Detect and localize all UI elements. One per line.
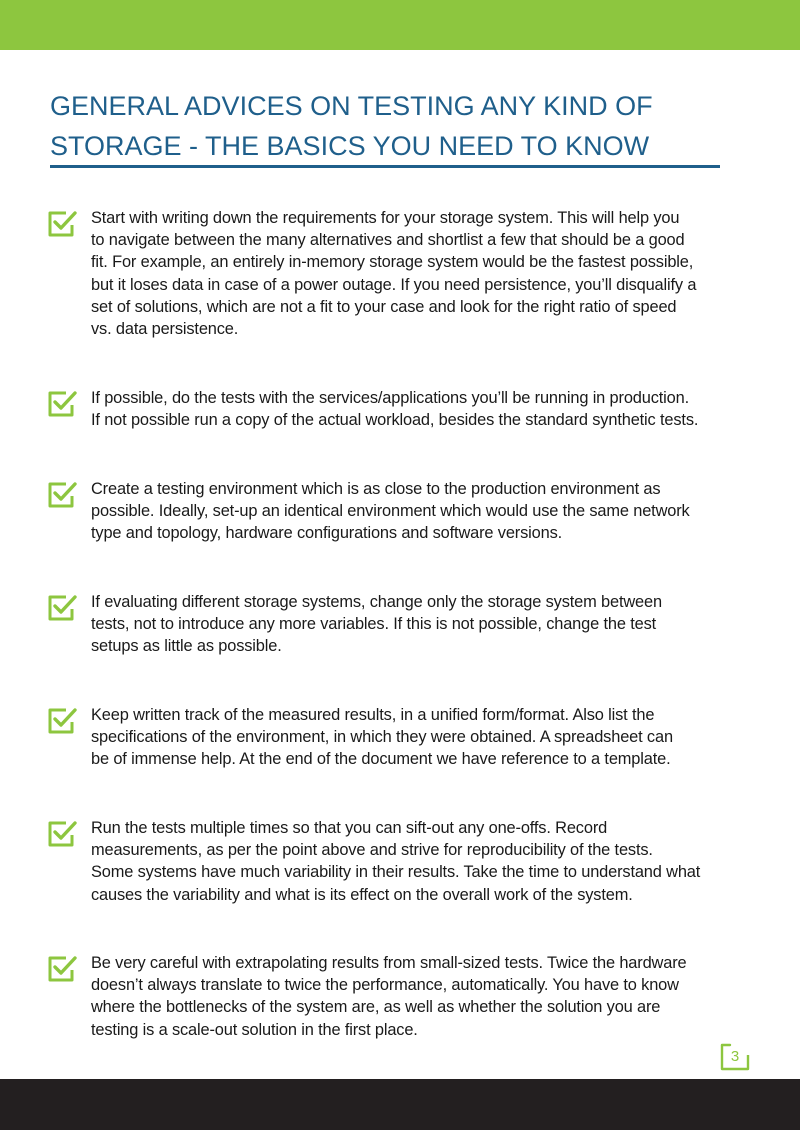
checkbox-checked-icon xyxy=(46,209,78,239)
text-line: tests, not to introduce any more variables. If this is not possible, change the test xyxy=(91,615,657,634)
text-line: testing is a scale-out solution in the first place. xyxy=(91,1020,418,1039)
text-line: Start with writing down the requirements for your storage system. This will help you xyxy=(91,209,680,227)
page-number: 3 xyxy=(730,1048,740,1065)
page-title-line: GENERAL ADVICES ON TESTING ANY KIND OF xyxy=(50,91,653,121)
text-line: measurements, as per the point above and strive for reproducibility of the tests. xyxy=(91,841,653,860)
text-line: If evaluating different storage systems, change only the storage system between xyxy=(91,593,662,611)
advice-text xyxy=(91,478,761,545)
text-line: but it loses data in case of a power outage. If you need persistence, you’ll disqualify a xyxy=(91,275,697,294)
advice-text xyxy=(91,207,761,340)
page-title-line: STORAGE - THE BASICS YOU NEED TO KNOW xyxy=(50,131,650,161)
text-line: specifications of the environment, in which they were obtained. A spreadsheet can xyxy=(91,728,673,747)
footer-band xyxy=(0,1079,800,1130)
text-line: to navigate between the many alternatives and shortlist a few that should be a good xyxy=(91,231,685,250)
text-line: set of solutions, which are not a fit to your case and look for the right ratio of speed xyxy=(91,297,677,316)
text-line: be of immense help. At the end of the document we have reference to a template. xyxy=(91,750,671,769)
text-line: type and topology, hardware configurations and software versions. xyxy=(91,524,563,543)
text-line: Some systems have much variability in their results. Take the time to understand what xyxy=(91,863,701,882)
text-line: If possible, do the tests with the services/applications you’ll be running in production. xyxy=(91,389,690,407)
checkbox-checked-icon xyxy=(46,480,78,510)
checkbox-checked-icon xyxy=(46,389,78,419)
text-line: Be very careful with extrapolating results from small-sized tests. Twice the hardware xyxy=(91,954,687,972)
text-line: possible. Ideally, set-up an identical environment which would use the same network xyxy=(91,502,690,521)
advice-text xyxy=(91,387,761,431)
text-line: Create a testing environment which is as close to the production environment as xyxy=(91,480,661,498)
checkbox-checked-icon xyxy=(46,593,78,623)
advice-text xyxy=(91,704,761,771)
text-line: doesn’t always translate to twice the performance, automatically. You have to know xyxy=(91,976,679,995)
text-line: vs. data persistence. xyxy=(91,320,239,339)
checkbox-checked-icon xyxy=(46,954,78,984)
checkbox-checked-icon xyxy=(46,819,78,849)
text-line: setups as little as possible. xyxy=(91,637,282,656)
checkbox-checked-icon xyxy=(46,706,78,736)
text-line: If not possible run a copy of the actual workload, besides the standard synthetic tests. xyxy=(91,411,699,430)
text-line: Keep written track of the measured results, in a unified form/format. Also list the xyxy=(91,706,655,724)
text-line: Run the tests multiple times so that you can sift-out any one-offs. Record xyxy=(91,819,608,837)
advice-text xyxy=(91,952,761,1041)
text-line: where the bottlenecks of the system are, as well as whether the solution you are xyxy=(91,998,661,1017)
text-line: fit. For example, an entirely in-memory storage system would be the fastest possible, xyxy=(91,253,694,272)
advice-text xyxy=(91,817,761,906)
text-line: causes the variability and what is its effect on the overall work of the system. xyxy=(91,885,633,904)
advice-text xyxy=(91,591,761,658)
